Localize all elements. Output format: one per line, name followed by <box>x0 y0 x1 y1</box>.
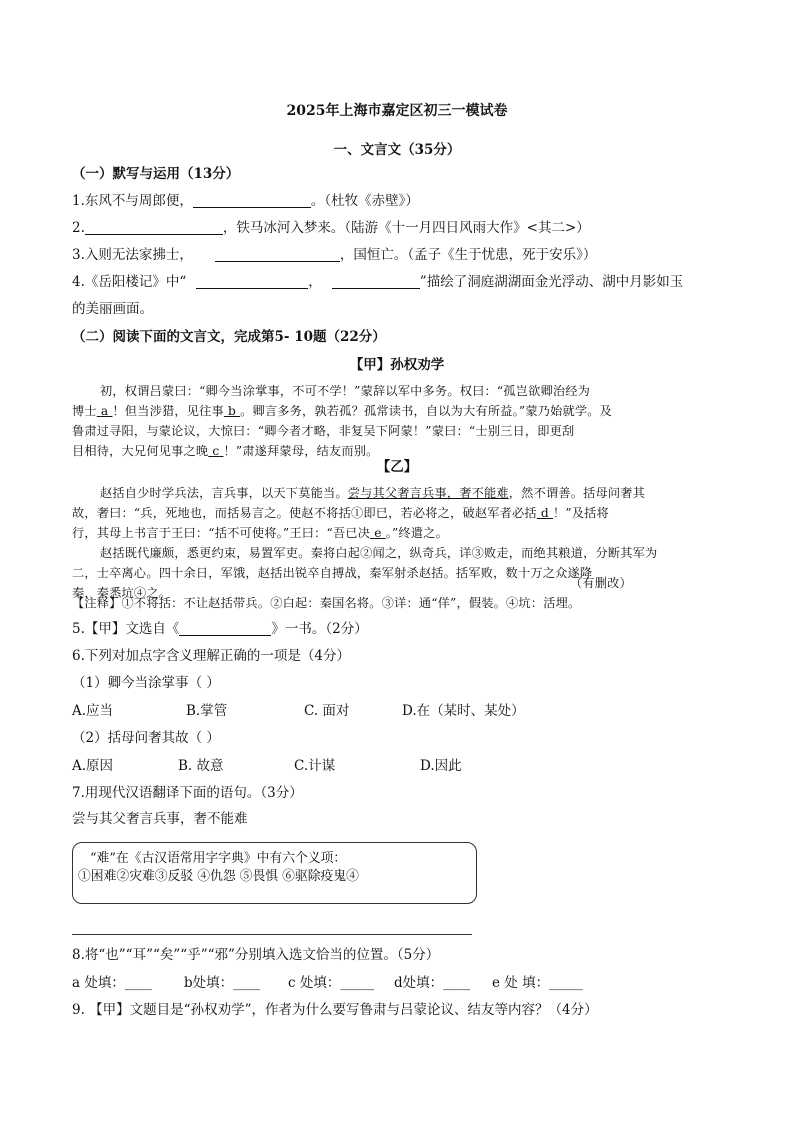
passage-jia-line-2: 博士 a ！但当涉猎，见往事 b 。卿言多务，孰若孤？孤常读书，自以为大有所益。”蒙乃始就学。及 <box>72 404 613 418</box>
answer-blank[interactable] <box>85 220 223 235</box>
passage-yi-title: 【乙】 <box>376 459 418 475</box>
question-4-continued: 的美丽画面。 <box>72 301 153 317</box>
option-6-2-b[interactable]: B. 故意 <box>178 758 224 774</box>
question-4: 4.《岳阳楼记》中“ ， ”描绘了洞庭湖湖面金光浮动、湖中月影如玉 <box>72 274 684 290</box>
question-3: 3.入则无法家拂士， ，国恒亡。（孟子《生于忧患，死于安乐》） <box>72 247 597 263</box>
option-6-1-a[interactable]: A.应当 <box>72 703 114 719</box>
answer-blank[interactable] <box>179 621 271 636</box>
option-6-2-a[interactable]: A.原因 <box>72 758 114 774</box>
passage-yi-line-4: 赵括既代廉颇，悉更约束，易置军吏。秦将白起②闻之，纵奇兵，详③败走，而绝其粮道，分断其军为 <box>100 546 658 560</box>
passage-jia-title: 【甲】孙权劝学 <box>349 357 445 373</box>
passage-jia-line-1: 初，权谓吕蒙曰：“卿今当涂掌事，不可不学！”蒙辞以军中多务。权曰：“孤岂欲卿治经为 <box>100 384 591 398</box>
q8-blank-e[interactable]: e 处 填：_____ <box>492 975 583 991</box>
option-6-1-c[interactable]: C. 面对 <box>304 703 350 719</box>
passage-yi-line-3: 行，其母上书言于王曰：“括不可使将。”王曰：“吾已决 e 。”终遣之。 <box>72 526 448 540</box>
passage-yi-line-2: 故，奢曰：“兵，死地也，而括易言之。使赵不将括①即已，若必将之，破赵军者必括 d ！”及括将 <box>72 506 609 520</box>
question-5: 5.【甲】文选自《 》一书。（2分） <box>72 621 368 637</box>
section-heading: 一、文言文（35分） <box>333 142 461 158</box>
passage-jia-line-3: 鲁肃过寻阳，与蒙论议，大惊曰：“卿今者才略，非复吴下阿蒙！”蒙曰：“士别三日，即更刮 <box>72 424 575 438</box>
passage-jia-line-4: 目相待，大兄何见事之晚 c ！”肃遂拜蒙母，结友而别。 <box>72 444 379 458</box>
exam-title: 2025年上海市嘉定区初三一模试卷 <box>286 103 508 119</box>
passage-source-note: （有删改） <box>570 576 632 590</box>
question-9: 9. 【甲】文题目是“孙权劝学”，作者为什么要写鲁肃与吕蒙论议、结友等内容？（4分） <box>72 1002 598 1018</box>
part2-heading: （二）阅读下面的文言文，完成第5- 10题（22分） <box>72 329 386 345</box>
option-6-1-b[interactable]: B.掌管 <box>186 703 228 719</box>
question-7: 7.用现代汉语翻译下面的语句。（3分） <box>72 785 303 801</box>
answer-blank[interactable] <box>196 274 308 289</box>
part1-heading: （一）默写与运用（13分） <box>72 166 240 182</box>
question-8: 8.将“也”“耳”“矣”“乎”“邪”分别填入选文恰当的位置。（5分） <box>72 947 440 963</box>
question-1: 1.东风不与周郎便， 。（杜牧《赤壁》） <box>72 193 419 209</box>
question-6: 6.下列对加点字含义理解正确的一项是（4分） <box>72 648 350 664</box>
answer-blank[interactable] <box>332 274 420 289</box>
q8-blank-a[interactable]: a 处填：____ <box>72 975 152 991</box>
option-6-2-c[interactable]: C.计谋 <box>294 758 336 774</box>
question-7-sentence: 尝与其父奢言兵事，奢不能难 <box>72 811 248 827</box>
passage-yi-line-6: 秦，秦悉坑④之。 <box>72 586 172 600</box>
hint-line-1: “难”在《古汉语常用字字典》中有六个义项： <box>90 851 347 866</box>
option-6-1-d[interactable]: D.在（某时、某处） <box>402 703 525 719</box>
passage-yi-line-1: 赵括自少时学兵法，言兵事，以天下莫能当。尝与其父奢言兵事，奢不能难，然不谓善。括母问奢其 <box>100 486 646 500</box>
q8-blank-c[interactable]: c 处填：_____ <box>288 975 375 991</box>
question-6-1: （1）卿今当涂掌事（ ） <box>72 675 220 691</box>
answer-blank[interactable] <box>215 247 340 262</box>
hint-line-2: ①困难②灾难③反驳 ④仇怨 ⑤畏惧 ⑥驱除疫鬼④ <box>78 869 359 884</box>
question-6-2: （2）括母问奢其故（ ） <box>72 730 220 746</box>
option-6-2-d[interactable]: D.因此 <box>420 758 462 774</box>
answer-line[interactable] <box>72 934 472 935</box>
answer-blank[interactable] <box>193 193 311 208</box>
question-2: 2. ，铁马冰河入梦来。（陆游《十一月四日风雨大作》<其二>） <box>72 220 590 236</box>
q8-blank-d[interactable]: d处填：____ <box>394 975 471 991</box>
annotation-note: 【注释】①不将括：不让赵括带兵。②白起：秦国名将。③详：通“佯”，假装。④坑：活埋。 <box>72 596 581 610</box>
passage-yi-line-5: 二，士卒离心。四十余日，军饿，赵括出锐卒自搏战，秦军射杀赵括。括军败，数十万之众遂降 <box>72 566 593 580</box>
q8-blank-b[interactable]: b处填：____ <box>184 975 261 991</box>
